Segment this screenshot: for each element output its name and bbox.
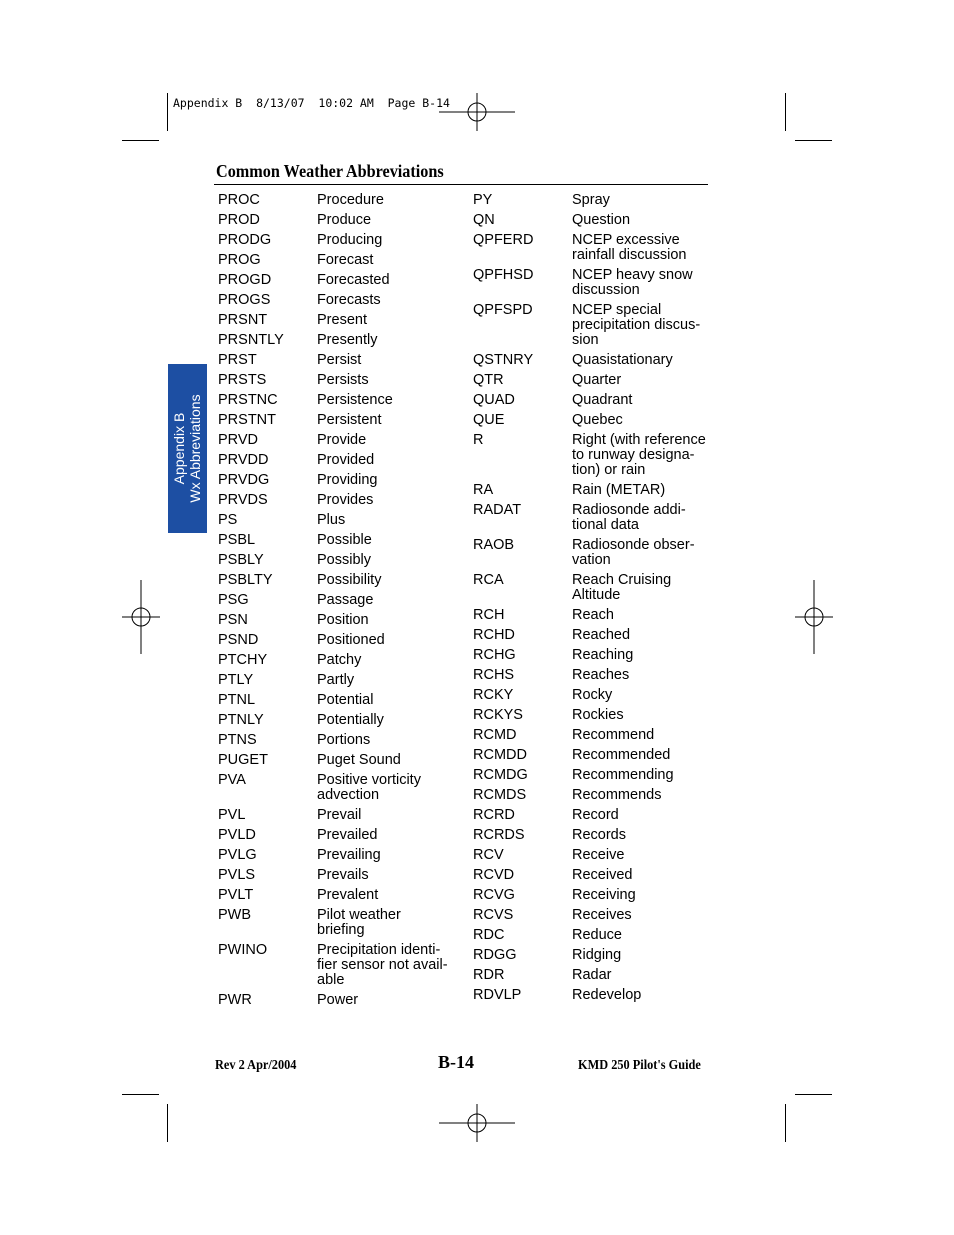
abbreviation-definition: Potentially: [317, 712, 384, 728]
abbreviation-code: RCRDS: [473, 827, 525, 843]
abbreviation-definition: Provided: [317, 452, 375, 468]
abbreviation-code: RCRD: [473, 807, 515, 823]
abbreviation-column-left: [218, 193, 454, 1013]
abbreviation-row: [473, 748, 713, 763]
abbreviation-code: RDVLP: [473, 987, 522, 1003]
abbreviation-code: RCMDD: [473, 747, 527, 763]
abbreviation-code: R: [473, 432, 484, 448]
abbreviation-row: [218, 493, 454, 508]
abbreviation-code: RDR: [473, 967, 505, 983]
abbreviation-row: [473, 433, 713, 478]
abbreviation-row: [218, 193, 454, 208]
abbreviation-definition: Receive: [572, 847, 625, 863]
abbreviation-code: PTCHY: [218, 652, 268, 668]
abbreviation-code: PRODG: [218, 232, 272, 248]
abbreviation-definition: Persists: [317, 372, 369, 388]
abbreviation-definition: Puget Sound: [317, 752, 401, 768]
abbreviation-definition: Partly: [317, 672, 355, 688]
title-rule: [214, 184, 708, 185]
crop-mark-top-right-vertical: [785, 93, 786, 131]
abbreviation-code: QPFERD: [473, 232, 534, 248]
abbreviation-definition: Reached: [572, 627, 631, 643]
abbreviation-code: QPFHSD: [473, 267, 534, 283]
abbreviation-code: PVLG: [218, 847, 257, 863]
abbreviation-code: PSBLY: [218, 552, 264, 568]
abbreviation-definition: Prevailing: [317, 847, 381, 863]
side-tab: [168, 364, 207, 533]
abbreviation-definition: Ridging: [572, 947, 622, 963]
abbreviation-code: PTNS: [218, 732, 257, 748]
abbreviation-code: RCMDG: [473, 767, 528, 783]
abbreviation-definition: Providing: [317, 472, 378, 488]
footer-revision: Rev 2 Apr/2004: [215, 1058, 297, 1073]
abbreviation-code: RADAT: [473, 502, 522, 518]
abbreviation-code: RA: [473, 482, 494, 498]
abbreviation-code: PROD: [218, 212, 260, 228]
abbreviation-row: [473, 353, 713, 368]
crop-mark-top-left-vertical: [167, 93, 168, 131]
abbreviation-row: [218, 533, 454, 548]
abbreviation-code: PRVDS: [218, 492, 268, 508]
abbreviation-row: [473, 393, 713, 408]
abbreviation-definition: Plus: [317, 512, 346, 528]
abbreviation-definition: Possible: [317, 532, 372, 548]
abbreviation-definition: Right (with reference to runway designa- tion) or rain: [572, 432, 706, 478]
abbreviation-definition: Positioned: [317, 632, 385, 648]
abbreviation-code: RCKY: [473, 687, 514, 703]
abbreviation-code: PVLT: [218, 887, 254, 903]
abbreviation-row: [218, 993, 454, 1008]
abbreviation-row: [473, 868, 713, 883]
abbreviation-definition: Redevelop: [572, 987, 642, 1003]
abbreviation-definition: Receiving: [572, 887, 636, 903]
abbreviation-code: RCV: [473, 847, 504, 863]
abbreviation-row: [473, 373, 713, 388]
abbreviation-code: PS: [218, 512, 238, 528]
abbreviation-code: RCMD: [473, 727, 517, 743]
abbreviation-definition: Reaching: [572, 647, 634, 663]
abbreviation-row: [218, 693, 454, 708]
abbreviation-row: [218, 553, 454, 568]
abbreviation-row: [218, 453, 454, 468]
side-tab-line1: Appendix B: [171, 412, 187, 485]
abbreviation-row: [473, 573, 713, 603]
abbreviation-row: [218, 753, 454, 768]
abbreviation-code: PRVDG: [218, 472, 270, 488]
abbreviation-row: [218, 393, 454, 408]
abbreviation-code: PROG: [218, 252, 261, 268]
crop-mark-bottom-left-vertical: [167, 1104, 168, 1142]
abbreviation-row: [473, 193, 713, 208]
abbreviation-row: [473, 888, 713, 903]
abbreviation-definition: Prevalent: [317, 887, 379, 903]
abbreviation-definition: Reach: [572, 607, 614, 623]
abbreviation-definition: Provide: [317, 432, 367, 448]
abbreviation-definition: NCEP excessive rainfall discussion: [572, 232, 687, 263]
abbreviation-definition: Forecast: [317, 252, 374, 268]
abbreviation-row: [473, 268, 713, 298]
abbreviation-row: [473, 303, 713, 348]
abbreviation-row: [218, 733, 454, 748]
abbreviation-code: PRSTS: [218, 372, 267, 388]
abbreviation-row: [218, 593, 454, 608]
abbreviation-definition: Rain (METAR): [572, 482, 666, 498]
abbreviation-row: [473, 828, 713, 843]
abbreviation-definition: NCEP heavy snow discussion: [572, 267, 693, 298]
abbreviation-row: [218, 573, 454, 588]
abbreviation-definition: Producing: [317, 232, 383, 248]
abbreviation-definition: Radiosonde obser- vation: [572, 537, 695, 568]
abbreviation-code: RCHG: [473, 647, 516, 663]
abbreviation-code: PUGET: [218, 752, 268, 768]
abbreviation-code: QPFSPD: [473, 302, 533, 318]
footer-guide-title: KMD 250 Pilot's Guide: [578, 1058, 701, 1073]
abbreviation-row: [218, 888, 454, 903]
abbreviation-code: PRSNT: [218, 312, 268, 328]
abbreviation-definition: Records: [572, 827, 626, 843]
abbreviation-row: [218, 808, 454, 823]
abbreviation-code: QUE: [473, 412, 505, 428]
abbreviation-row: [473, 968, 713, 983]
abbreviation-definition: Portions: [317, 732, 371, 748]
abbreviation-row: [473, 768, 713, 783]
abbreviation-row: [218, 213, 454, 228]
abbreviation-code: QTR: [473, 372, 504, 388]
abbreviation-code: PRSNTLY: [218, 332, 284, 348]
abbreviation-definition: Possibly: [317, 552, 371, 568]
abbreviation-code: PRVD: [218, 432, 259, 448]
abbreviation-code: PTLY: [218, 672, 254, 688]
abbreviation-definition: Reaches: [572, 667, 630, 683]
abbreviation-row: [218, 713, 454, 728]
abbreviation-code: QUAD: [473, 392, 515, 408]
abbreviation-row: [473, 233, 713, 263]
abbreviation-definition: Provides: [317, 492, 374, 508]
abbreviation-definition: Question: [572, 212, 631, 228]
abbreviation-definition: Received: [572, 867, 633, 883]
registration-mark-left: [122, 580, 160, 654]
abbreviation-definition: Produce: [317, 212, 372, 228]
abbreviation-row: [473, 503, 713, 533]
abbreviation-definition: Passage: [317, 592, 374, 608]
abbreviation-row: [473, 708, 713, 723]
abbreviation-row: [218, 943, 454, 988]
registration-mark-right: [795, 580, 833, 654]
abbreviation-column-right: [473, 193, 713, 1008]
abbreviation-definition: Reduce: [572, 927, 622, 943]
abbreviation-definition: Quarter: [572, 372, 622, 388]
abbreviation-code: RCH: [473, 607, 505, 623]
abbreviation-row: [218, 653, 454, 668]
abbreviation-definition: Forecasts: [317, 292, 381, 308]
abbreviation-code: PROGS: [218, 292, 271, 308]
crop-mark-top-right-horizontal: [795, 140, 832, 141]
abbreviation-definition: Persist: [317, 352, 362, 368]
abbreviation-definition: Presently: [317, 332, 378, 348]
abbreviation-row: [218, 253, 454, 268]
abbreviation-code: RCA: [473, 572, 504, 588]
abbreviation-definition: Procedure: [317, 192, 384, 208]
abbreviation-definition: Power: [317, 992, 359, 1008]
abbreviation-code: PVLS: [218, 867, 256, 883]
abbreviation-definition: Radiosonde addi- tional data: [572, 502, 686, 533]
abbreviation-row: [473, 413, 713, 428]
abbreviation-code: PROC: [218, 192, 260, 208]
abbreviation-code: PSG: [218, 592, 249, 608]
abbreviation-definition: Recommends: [572, 787, 662, 803]
abbreviation-code: PRST: [218, 352, 257, 368]
abbreviation-row: [473, 788, 713, 803]
abbreviation-definition: Receives: [572, 907, 632, 923]
abbreviation-code: RAOB: [473, 537, 515, 553]
abbreviation-row: [218, 673, 454, 688]
abbreviation-row: [473, 538, 713, 568]
abbreviation-definition: Positive vorticity advection: [317, 772, 421, 803]
registration-mark-bottom: [437, 1104, 517, 1142]
abbreviation-row: [218, 313, 454, 328]
abbreviation-row: [218, 233, 454, 248]
abbreviation-code: PRSTNC: [218, 392, 278, 408]
abbreviation-definition: Forecasted: [317, 272, 390, 288]
abbreviation-row: [218, 908, 454, 938]
abbreviation-row: [218, 773, 454, 803]
abbreviation-code: RCHS: [473, 667, 515, 683]
abbreviation-row: [218, 353, 454, 368]
abbreviation-definition: Rocky: [572, 687, 613, 703]
abbreviation-code: QSTNRY: [473, 352, 534, 368]
abbreviation-row: [218, 273, 454, 288]
abbreviation-definition: NCEP special precipitation discus- sion: [572, 302, 701, 348]
abbreviation-row: [218, 828, 454, 843]
abbreviation-row: [218, 473, 454, 488]
abbreviation-row: [473, 648, 713, 663]
abbreviation-row: [473, 668, 713, 683]
abbreviation-code: PVLD: [218, 827, 256, 843]
abbreviation-definition: Precipitation identi- fier sensor not avail- able: [317, 942, 448, 988]
abbreviation-row: [218, 513, 454, 528]
abbreviation-definition: Position: [317, 612, 369, 628]
abbreviation-definition: Prevailed: [317, 827, 378, 843]
abbreviation-definition: Potential: [317, 692, 374, 708]
abbreviation-definition: Prevails: [317, 867, 369, 883]
abbreviation-code: RCKYS: [473, 707, 523, 723]
abbreviation-row: [473, 808, 713, 823]
abbreviation-definition: Reach Cruising Altitude: [572, 572, 672, 603]
abbreviation-row: [473, 908, 713, 923]
abbreviation-code: PTNL: [218, 692, 256, 708]
abbreviation-code: PVA: [218, 772, 246, 788]
abbreviation-definition: Pilot weather briefing: [317, 907, 401, 938]
abbreviation-definition: Recommend: [572, 727, 655, 743]
abbreviation-code: RDGG: [473, 947, 517, 963]
abbreviation-definition: Possibility: [317, 572, 382, 588]
crop-mark-bottom-left-horizontal: [122, 1094, 159, 1095]
abbreviation-code: PRSTNT: [218, 412, 276, 428]
abbreviation-code: RCMDS: [473, 787, 527, 803]
crop-mark-bottom-right-vertical: [785, 1104, 786, 1142]
abbreviation-definition: Present: [317, 312, 367, 328]
abbreviation-code: RDC: [473, 927, 505, 943]
abbreviation-row: [473, 628, 713, 643]
abbreviation-definition: Patchy: [317, 652, 362, 668]
abbreviation-row: [218, 848, 454, 863]
abbreviation-row: [218, 633, 454, 648]
abbreviation-code: PRVDD: [218, 452, 269, 468]
page-title: Common Weather Abbreviations: [216, 161, 444, 181]
abbreviation-row: [473, 688, 713, 703]
abbreviation-code: PVL: [218, 807, 246, 823]
abbreviation-code: RCHD: [473, 627, 515, 643]
abbreviation-definition: Recommended: [572, 747, 671, 763]
abbreviation-code: PWR: [218, 992, 252, 1008]
print-slug: Appendix B 8/13/07 10:02 AM Page B-14: [173, 96, 450, 110]
abbreviation-row: [473, 728, 713, 743]
abbreviation-code: PSND: [218, 632, 259, 648]
abbreviation-row: [218, 613, 454, 628]
abbreviation-row: [218, 373, 454, 388]
abbreviation-row: [473, 848, 713, 863]
abbreviation-row: [218, 413, 454, 428]
abbreviation-row: [473, 988, 713, 1003]
abbreviation-code: RCVD: [473, 867, 515, 883]
abbreviation-code: PWINO: [218, 942, 268, 958]
abbreviation-row: [473, 483, 713, 498]
abbreviation-code: RCVS: [473, 907, 514, 923]
abbreviation-definition: Prevail: [317, 807, 362, 823]
abbreviation-code: PSN: [218, 612, 248, 628]
side-tab-label: [168, 364, 207, 533]
crop-mark-bottom-right-horizontal: [795, 1094, 832, 1095]
abbreviation-definition: Quebec: [572, 412, 623, 428]
abbreviation-row: [473, 213, 713, 228]
abbreviation-row: [473, 928, 713, 943]
abbreviation-code: RCVG: [473, 887, 515, 903]
abbreviation-definition: Persistent: [317, 412, 382, 428]
abbreviation-row: [473, 948, 713, 963]
abbreviation-definition: Quasistationary: [572, 352, 673, 368]
abbreviation-row: [473, 608, 713, 623]
page-number: B-14: [438, 1052, 474, 1072]
crop-mark-top-left-horizontal: [122, 140, 159, 141]
side-tab-line2: Wx Abbreviations: [187, 394, 203, 503]
abbreviation-code: PTNLY: [218, 712, 264, 728]
abbreviation-code: PWB: [218, 907, 252, 923]
abbreviation-row: [218, 293, 454, 308]
abbreviation-definition: Record: [572, 807, 619, 823]
abbreviation-code: PSBLTY: [218, 572, 273, 588]
abbreviation-row: [218, 333, 454, 348]
abbreviation-row: [218, 433, 454, 448]
abbreviation-code: QN: [473, 212, 495, 228]
abbreviation-definition: Recommending: [572, 767, 674, 783]
abbreviation-definition: Radar: [572, 967, 612, 983]
abbreviation-definition: Rockies: [572, 707, 624, 723]
abbreviation-row: [218, 868, 454, 883]
abbreviation-code: PROGD: [218, 272, 272, 288]
abbreviation-code: PSBL: [218, 532, 256, 548]
abbreviation-code: PY: [473, 192, 493, 208]
abbreviation-definition: Persistence: [317, 392, 393, 408]
abbreviation-definition: Spray: [572, 192, 610, 208]
abbreviation-definition: Quadrant: [572, 392, 633, 408]
